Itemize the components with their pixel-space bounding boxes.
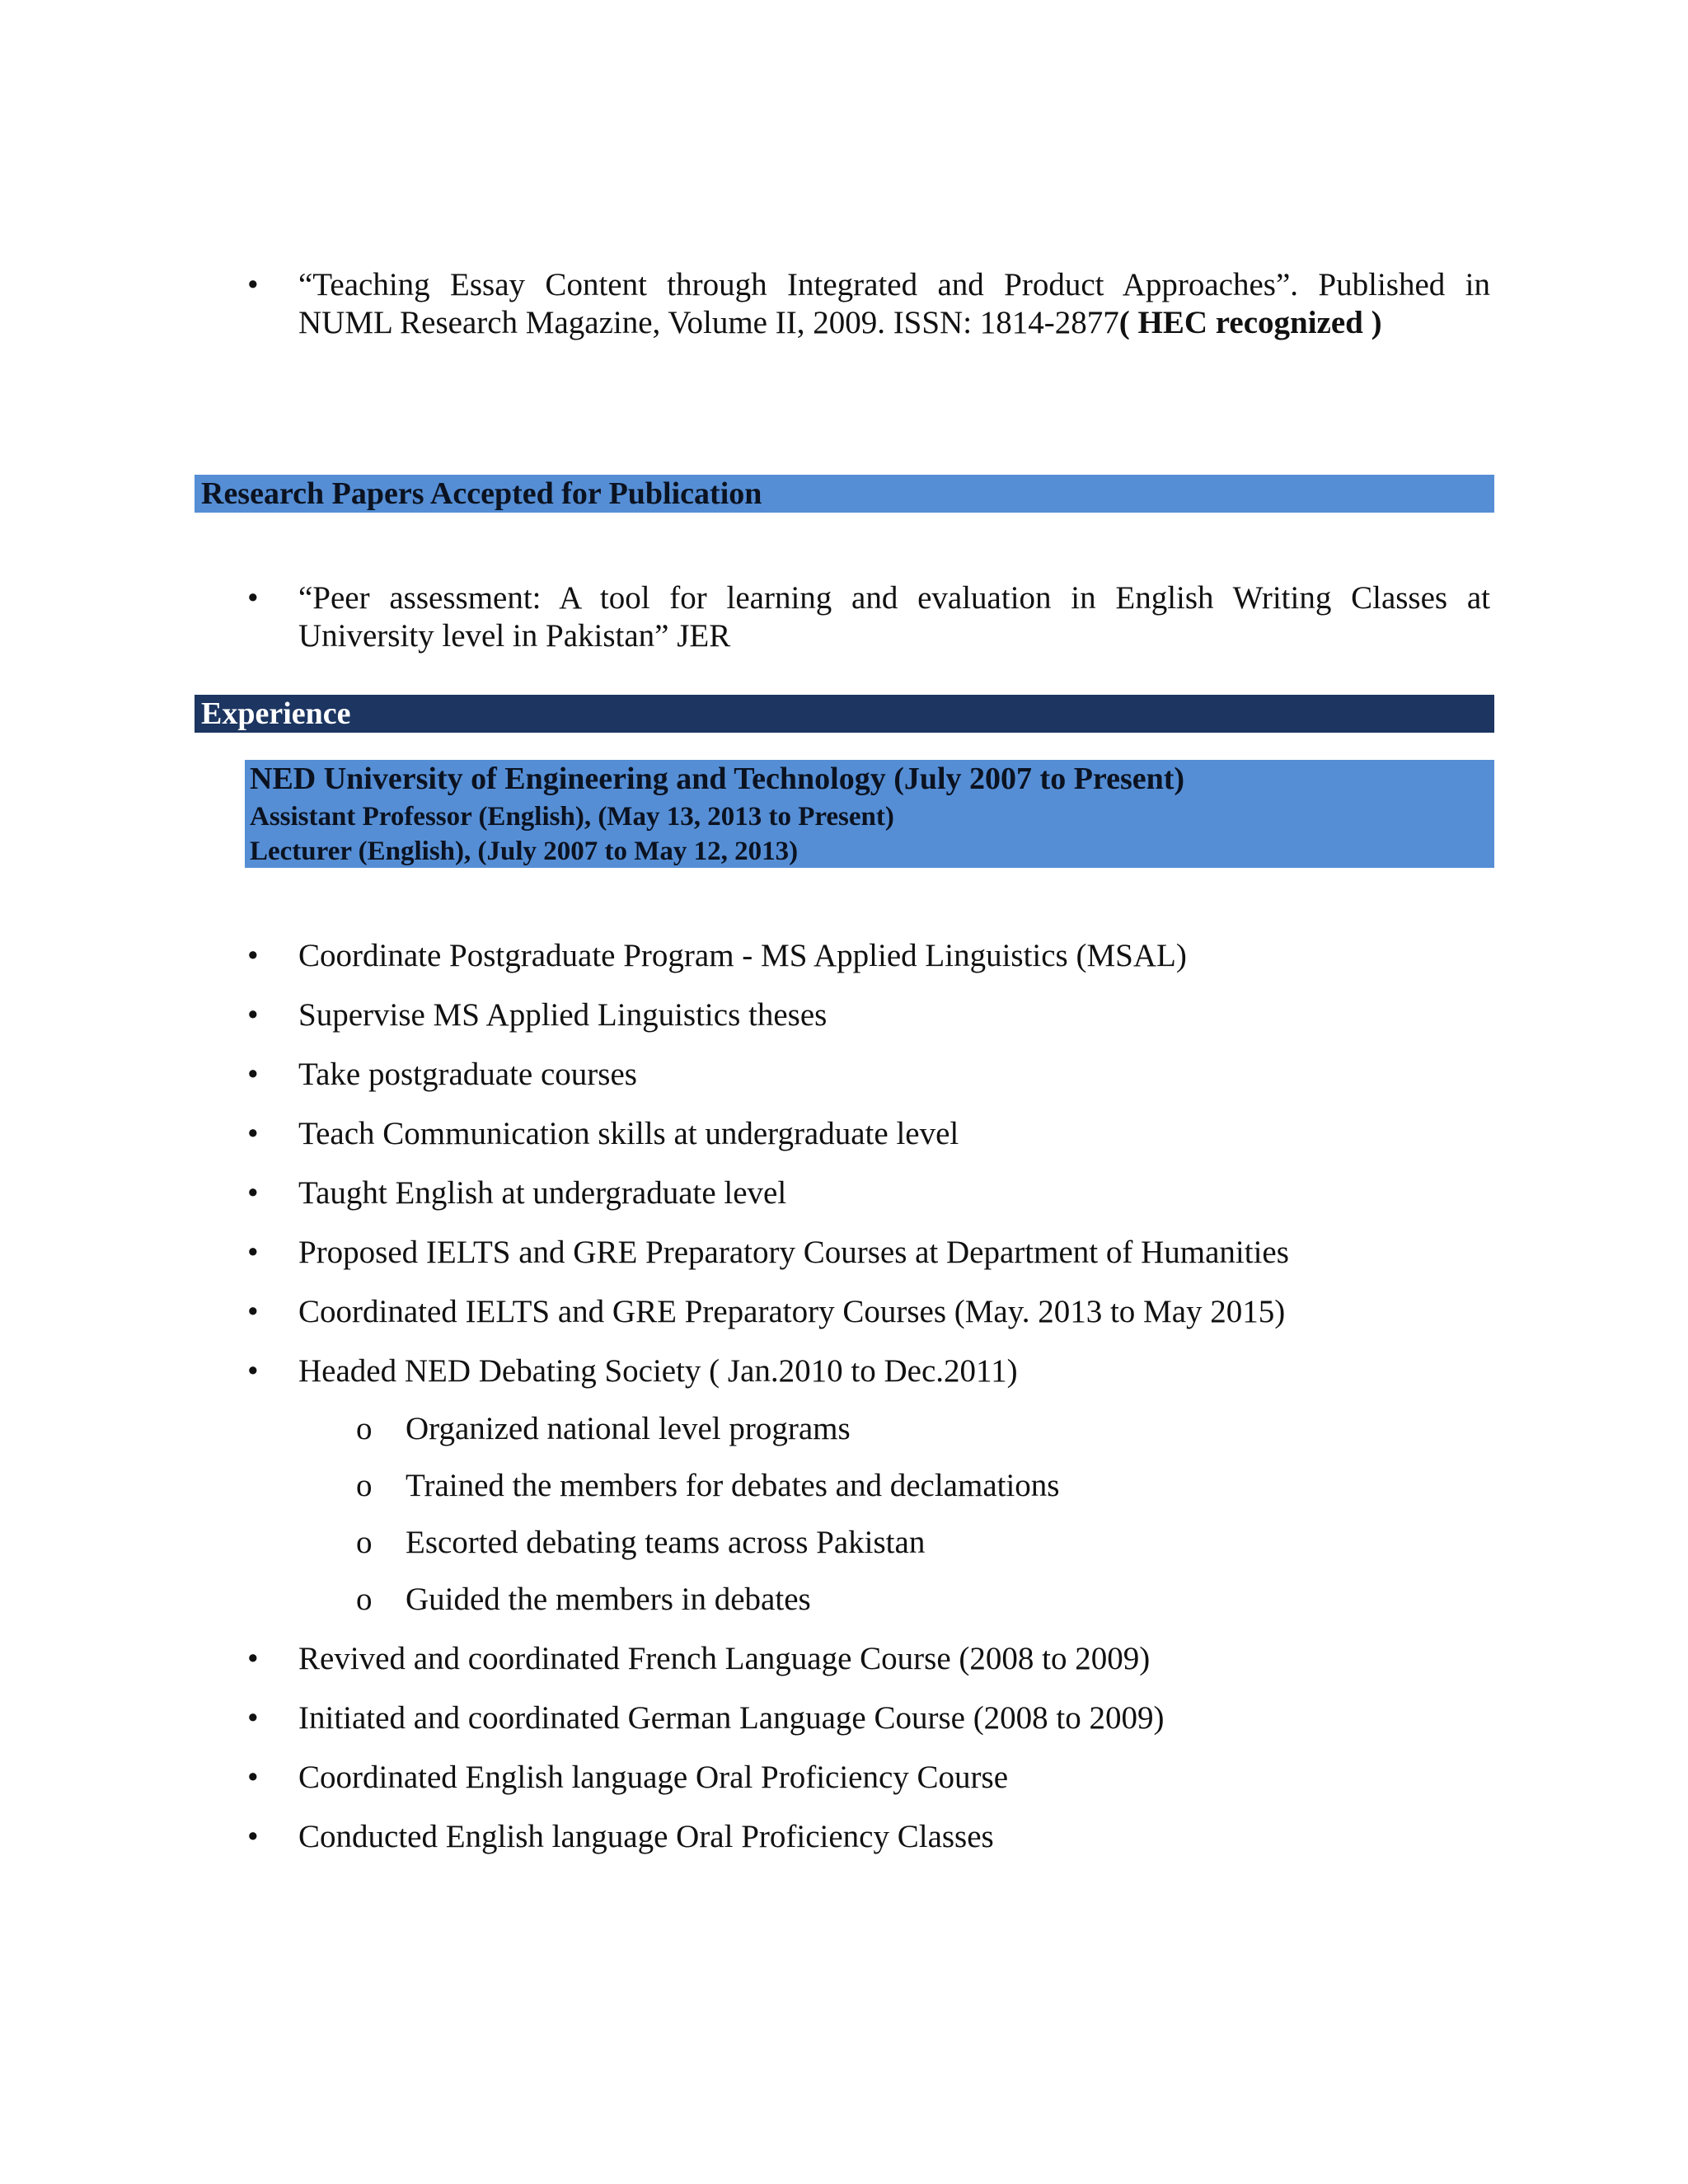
job-title-lecturer: Lecturer (English), (July 2007 to May 12, 2013) [250,837,799,866]
publication-text [298,266,1490,342]
duty-text: Proposed IELTS and GRE Preparatory Courses at Department of Humanities [298,1235,1289,1270]
duty-text: Coordinate Postgraduate Program - MS Applied Linguistics (MSAL) [298,938,1187,973]
bullet-icon: • [247,1175,259,1211]
bullet-icon: • [247,1760,259,1795]
duty-text: Take postgraduate courses [298,1057,637,1092]
accepted-paper-line-1: “Peer assessment: A tool for learning and evaluation in English Writing Classes at [298,580,1490,616]
duty-text: Revived and coordinated French Language Course (2008 to 2009) [298,1641,1151,1676]
sub-duty-text: Guided the members in debates [406,1582,811,1617]
duty-text: Initiated and coordinated German Language Course (2008 to 2009) [298,1700,1165,1736]
bullet-icon: • [247,267,259,302]
accepted-paper-text [298,579,1490,655]
job-organization: NED University of Engineering and Technology (July 2007 to Present) [250,762,1185,796]
duty-text: Coordinated English language Oral Proficiency Course [298,1760,1009,1795]
bullet-icon: • [247,1700,259,1736]
bullet-icon: • [247,1235,259,1270]
duty-text: Coordinated IELTS and GRE Preparatory Courses (May. 2013 to May 2015) [298,1294,1286,1329]
publication-citation: NUML Research Magazine, Volume II, 2009. ISSN: 1814-2877 [298,305,1119,340]
circle-bullet-icon: o [356,1468,373,1503]
accepted-papers-heading [195,475,1494,513]
job-header [245,760,1494,868]
publication-item [247,266,1490,342]
circle-bullet-icon: o [356,1582,373,1617]
duty-text: Teach Communication skills at undergraduate level [298,1116,959,1151]
sub-duty-text: Escorted debating teams across Pakistan [406,1525,926,1560]
bullet-icon: • [247,1353,259,1389]
publication-line-1: “Teaching Essay Content through Integrated and Product Approaches”. Published in [298,267,1490,302]
bullet-icon: • [247,1116,259,1151]
circle-bullet-icon: o [356,1525,373,1560]
duty-text: Supervise MS Applied Linguistics theses [298,997,828,1033]
bullet-icon: • [247,580,259,616]
bullet-icon: • [247,1294,259,1329]
duty-text: Headed NED Debating Society ( Jan.2010 to Dec.2011) [298,1353,1018,1389]
publication-line-2 [298,304,1490,342]
experience-heading [195,695,1494,733]
duty-text: Taught English at undergraduate level [298,1175,787,1211]
experience-heading-text: Experience [201,696,351,731]
sub-duty-text: Trained the members for debates and declamations [406,1468,1060,1503]
bullet-icon: • [247,1819,259,1854]
bullet-icon: • [247,997,259,1033]
accepted-papers-heading-text: Research Papers Accepted for Publication [201,476,762,511]
bullet-icon: • [247,1641,259,1676]
bullet-icon: • [247,1057,259,1092]
duty-text: Conducted English language Oral Proficiency Classes [298,1819,994,1854]
sub-duty-text: Organized national level programs [406,1411,851,1446]
hec-recognized-label: ( HEC recognized ) [1118,305,1382,340]
job-title-assistant-professor: Assistant Professor (English), (May 13, 2013 to Present) [250,802,894,832]
accepted-paper-item [247,579,1490,655]
bullet-icon: • [247,938,259,973]
circle-bullet-icon: o [356,1411,373,1446]
accepted-paper-line-2: University level in Pakistan” JER [298,618,731,654]
